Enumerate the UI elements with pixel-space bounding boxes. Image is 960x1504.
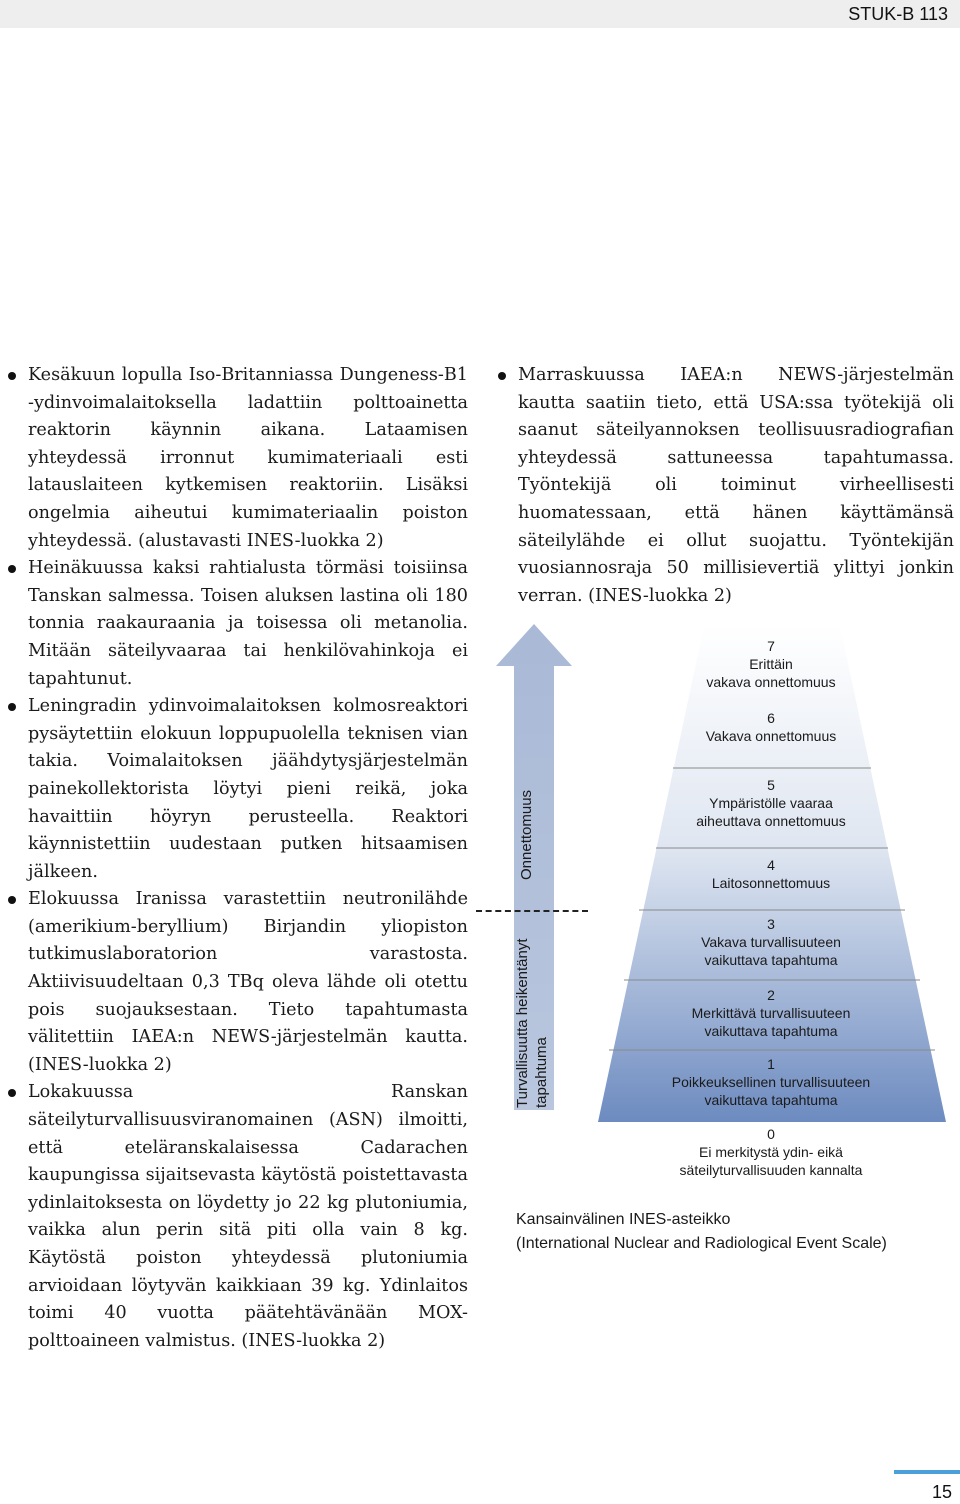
- ines-level-3: 3 Vakava turvallisuuteen vaikuttava tapahtuma: [701, 916, 841, 968]
- ines-level-4: 4 Laitosonnettomuus: [711, 857, 831, 891]
- page-header: [0, 0, 960, 28]
- ines-level-7: 7 Erittäin vakava onnettomuus: [706, 638, 836, 690]
- accident-label: Onnettomuus: [518, 789, 535, 880]
- ines-level-1: 1 Poikkeuksellinen turvallisuuteen vaikuttava tapahtuma: [671, 1056, 871, 1108]
- event-list-right: [498, 362, 954, 610]
- list-item: Heinäkuussa kaksi rahtialusta törmäsi toisiinsa Tanskan salmessa. Toisen aluksen lastina oli 180 tonnia raakauraania ja toisessa oli metanolia. Mitään säteilyvaaraa tai henkilövahinkoja ei tapahtunut.: [8, 555, 468, 693]
- list-item: Lokakuussa Ranskan säteilyturvallisuusviranomainen (ASN) ilmoitti, että eteläranskalaisessa Cadarachen kaupungissa sijaitsevasta käytöstä poistettavasta ydinlaitoksesta on löydetty jo 22 kg plutoniumia, vaikka alun perin sitä piti olla vain 8 kg. Käytöstä poiston yhteydessä plutoniumia arvioidaan löytyvän kaikkiaan 39 kg. Ydinlaitos toimi 40 vuotta päätehtävänään MOX-polttoaineen valmistus. (INES-luokka 2): [8, 1079, 468, 1355]
- ines-level-5: 5 Ympäristölle vaaraa aiheuttava onnettomuus: [696, 777, 846, 829]
- accident-incident-divider: [476, 910, 588, 912]
- right-column: [498, 362, 954, 610]
- list-item: Leningradin ydinvoimalaitoksen kolmosreaktori pysäytettiin elokuun loppupuolella teknisen vian takia. Voimalaitoksen jäähdytysjärjestelmän painekollektorista löytyi pieni reikä, joka havaittiin höyryn perusteella. Reaktori käynnistettiin uudestaan putken hitsaamisen jälkeen.: [8, 693, 468, 886]
- page-number: 15: [931, 1482, 952, 1502]
- list-item: Elokuussa Iranissa varastettiin neutronilähde (amerikium-beryllium) Birjandin yliopiston tutkimuslaboratorion varastosta. Aktiivisuudeltaan 0,3 TBq oleva lähde oli otettu pois suojauksestaan. Tieto tapahtumasta välitettiin IAEA:n NEWS-järjestelmän kautta. (INES-luokka 2): [8, 886, 468, 1079]
- incident-label-line1: Turvallisuutta heikentänyt: [514, 938, 531, 1108]
- ines-level-6: 6 Vakava onnettomuus: [705, 710, 837, 744]
- list-item: Marraskuussa IAEA:n NEWS-järjestelmän kautta saatiin tieto, että USA:ssa työtekijä oli saanut säteilyannoksen teollisuusradiografian yhteydessä sattuneessa tapahtumassa. Työntekijä oli toiminut virheellisesti huomatessaan, että hänen käyttämänsä säteilylähde ei ollut suojattu. Työntekijän vuosiannosraja 50 millisievertiä ylittyi jonkin verran. (INES-luokka 2): [498, 362, 954, 610]
- figure-caption: [516, 1208, 887, 1256]
- left-column: [8, 362, 468, 1355]
- report-code: STUK-B 113: [848, 4, 948, 24]
- event-list-left: [8, 362, 468, 1355]
- incident-label-line2: tapahtuma: [533, 1037, 550, 1108]
- list-item: Kesäkuun lopulla Iso-Britanniassa Dungeness-B1 -ydinvoimalaitoksella ladattiin polttoainetta reaktorin käynnin aikana. Lataamisen yhteydessä irronnut kumimateriaali esti latauslaiteen kytkemisen reaktoriin. Lisäksi ongelmia aiheutui kumimateriaalin poiston yhteydessä. (alustavasti INES-luokka 2): [8, 362, 468, 555]
- footer-accent-bar: [894, 1470, 960, 1474]
- caption-subtitle: (International Nuclear and Radiological Event Scale): [516, 1235, 887, 1252]
- ines-level-0: 0 Ei merkitystä ydin- eikä säteilyturvallisuuden kannalta: [679, 1126, 863, 1178]
- caption-title: Kansainvälinen INES-asteikko: [516, 1211, 731, 1228]
- ines-level-2: 2 Merkittävä turvallisuuteen vaikuttava tapahtuma: [691, 987, 851, 1039]
